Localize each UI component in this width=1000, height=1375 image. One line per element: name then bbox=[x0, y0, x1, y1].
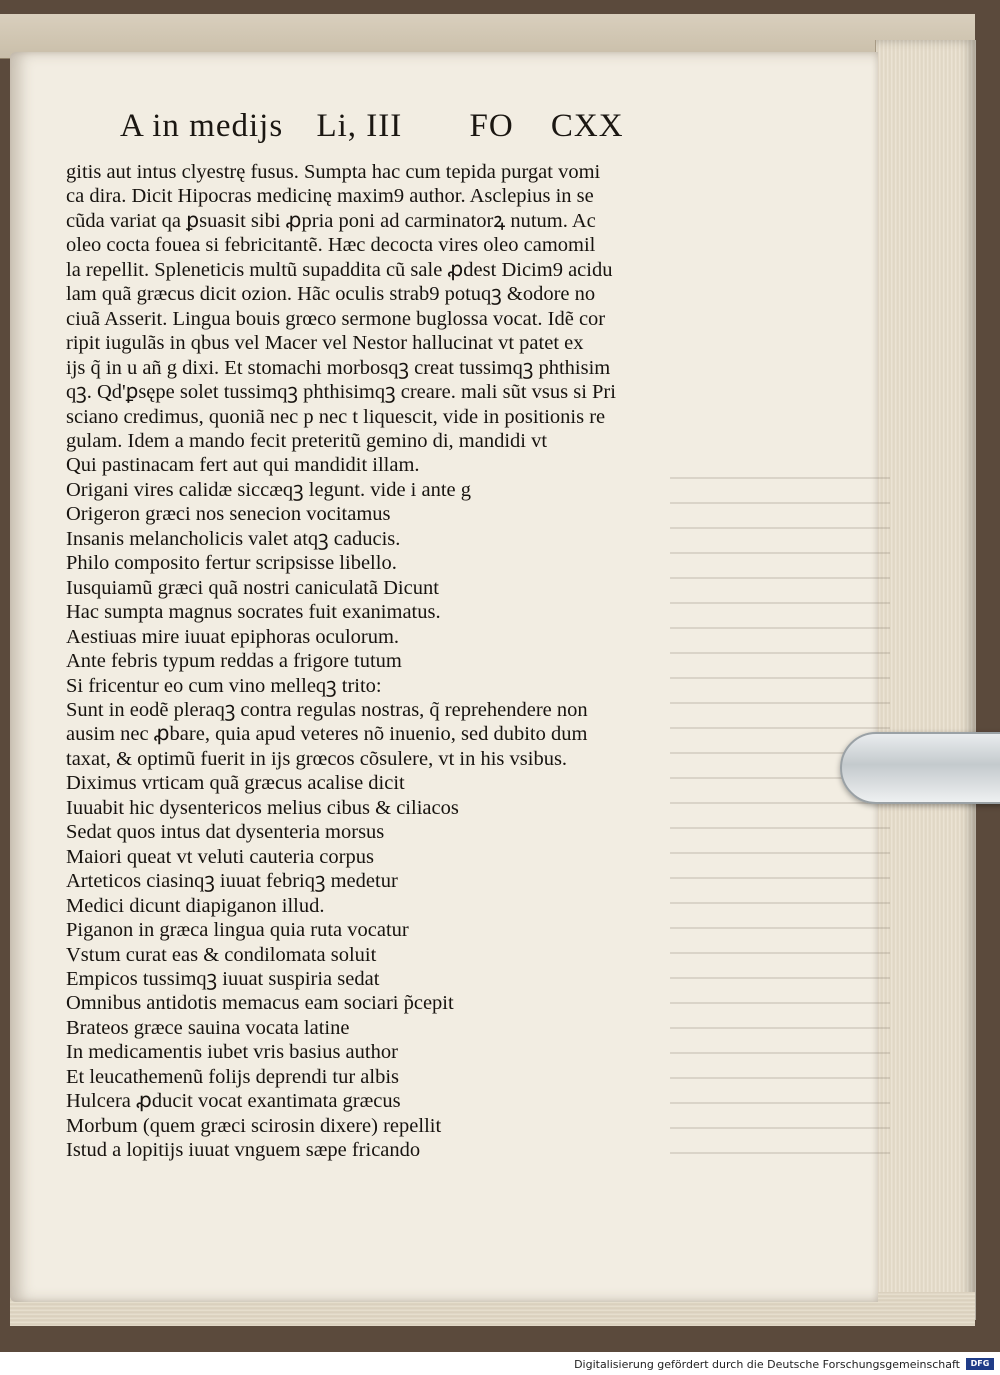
text-line: Aestiuas mire iuuat epiphoras oculorum. bbox=[66, 625, 400, 648]
folio-number: CXX bbox=[550, 108, 624, 144]
text-line: Vstum curat eas & condilomata soluit bbox=[66, 943, 377, 966]
text-line: Sedat quos intus dat dysenteria morsus bbox=[66, 821, 385, 844]
text-line: Piganon in græca lingua quia ruta vocatur bbox=[66, 919, 409, 942]
text-line: Hac sumpta magnus socrates fuit exanimatus. bbox=[66, 601, 441, 624]
page-header bbox=[120, 108, 624, 145]
text-line: cũda variat qa ꝑsuasit sibi ꝓpria poni ad carminatorꝝ nutum. Ac bbox=[66, 209, 596, 232]
text-line: taxat, & optimũ fuerit in ijs grœcos cõsulere, vt in his vsibus. bbox=[66, 747, 568, 770]
show-through-text bbox=[670, 472, 890, 1172]
text-line: ciuã Asserit. Lingua bouis grœco sermone buglossa vocat. Idẽ cor bbox=[66, 307, 606, 330]
text-line: Diximus vrticam quã græcus acalise dicit bbox=[66, 772, 405, 795]
text-line: ca dira. Dicit Hipocras medicinę maxim9 author. Asclepius in se bbox=[66, 185, 594, 208]
text-line: Insanis melancholicis valet atqꝫ caducis. bbox=[66, 527, 401, 550]
text-line: gulam. Idem a mando fecit preteritũ gemino di, mandidi vt bbox=[66, 429, 548, 452]
text-line: Iusquiamũ græci quã nostri caniculatã Dicunt bbox=[66, 576, 439, 599]
folio-label: FO bbox=[469, 108, 514, 144]
text-line: Arteticos ciasinqꝫ iuuat febriqꝫ medetur bbox=[66, 870, 398, 893]
text-line: Empicos tussimqꝫ iuuat suspiria sedat bbox=[66, 967, 380, 990]
dfg-logo: DFG bbox=[966, 1358, 994, 1370]
body-text bbox=[66, 160, 676, 1163]
text-line: Origani vires calidæ siccæqꝫ legunt. vide i ante g bbox=[66, 478, 472, 501]
text-line: Origeron græci nos senecion vocitamus bbox=[66, 503, 391, 526]
text-line: oleo cocta fouea si febricitantẽ. Hæc decocta vires oleo camomil bbox=[66, 234, 596, 257]
page-stack-right bbox=[875, 40, 976, 1320]
text-line: la repellit. Spleneticis multũ supaddita cũ sale ꝓdest Dicim9 acidu bbox=[66, 258, 613, 281]
text-line: Omnibus antidotis memacus eam sociari p̃cepit bbox=[66, 992, 454, 1015]
text-line: Philo composito fertur scripsisse libello. bbox=[66, 552, 397, 575]
text-line: sciano credimus, quoniã nec p nec t liquescit, vide in positionis re bbox=[66, 405, 606, 428]
text-line: qꝫ. Qd'ꝑsępe solet tussimqꝫ phthisimqꝫ creare. mali sũt vsus si Pri bbox=[66, 381, 616, 404]
text-line: Si fricentur eo cum vino melleqꝫ trito: bbox=[66, 674, 382, 697]
text-line: Sunt in eodẽ pleraqꝫ contra regulas nostras, q̃ reprehendere non bbox=[66, 698, 588, 721]
text-line: Maiori queat vt veluti cauteria corpus bbox=[66, 845, 374, 868]
text-line: Brateos græce sauina vocata latine bbox=[66, 1016, 350, 1039]
funding-credit: Digitalisierung gefördert durch die Deutsche Forschungsgemeinschaft bbox=[574, 1358, 960, 1371]
text-line: Istud a lopitijs iuuat vnguem sæpe fricando bbox=[66, 1139, 421, 1162]
text-line: ijs q̃ in u añ g dixi. Et stomachi morbosqꝫ creat tussimqꝫ phthisim bbox=[66, 356, 611, 379]
liber-number: Li, III bbox=[316, 108, 403, 144]
text-line: ripit iugulãs in qbus vel Macer vel Nestor hallucinat vt patet ex bbox=[66, 332, 584, 355]
text-line: Iuuabit hic dysentericos melius cibus & ciliacos bbox=[66, 796, 459, 819]
text-line: ausim nec ꝓbare, quia apud veteres nõ inuenio, sed dubito dum bbox=[66, 723, 588, 746]
text-line: Et leucathemenũ folijs deprendi tur albis bbox=[66, 1065, 400, 1088]
text-line: Qui pastinacam fert aut qui mandidit illam. bbox=[66, 454, 420, 477]
page-clamp bbox=[840, 732, 1000, 804]
text-line: Hulcera ꝓducit vocat exantimata græcus bbox=[66, 1090, 401, 1113]
text-line: gitis aut intus clyestrę fusus. Sumpta hac cum tepida purgat vomi bbox=[66, 161, 601, 183]
text-line: Morbum (quem græci scirosin dixere) repellit bbox=[66, 1114, 442, 1137]
text-line: Medici dicunt diapiganon illud. bbox=[66, 894, 325, 917]
text-line: In medicamentis iubet vris basius author bbox=[66, 1041, 398, 1064]
running-title: A in medijs bbox=[120, 108, 284, 144]
text-line: lam quã græcus dicit ozion. Hãc oculis strab9 potuqꝫ &odore no bbox=[66, 283, 596, 306]
text-line: Ante febris typum reddas a frigore tutum bbox=[66, 650, 402, 673]
